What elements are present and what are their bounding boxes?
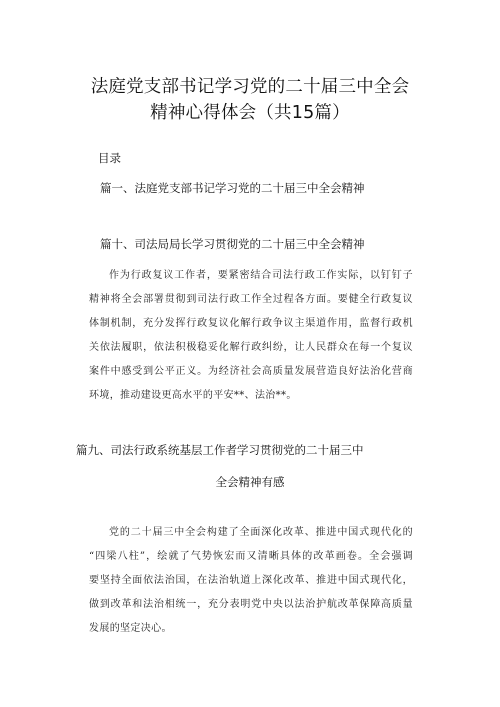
section-nine-paragraph <box>89 521 413 641</box>
paragraph-line: 案件中感受到公平正义。为经济社会高质量发展营造良好法治化营商 <box>89 366 413 377</box>
paragraph-line: 关依法履职，依法积极稳妥化解行政纠纷，让人民群众在每一个复议 <box>89 342 413 353</box>
section-ten-heading: 篇十、司法局局长学习贯彻党的二十届三中全会精神 <box>100 237 365 251</box>
paragraph-line: 环境，推动建设更高水平的平安**、法治**。 <box>89 390 297 401</box>
paragraph-line: 精神将全会部署贯彻到司法行政工作全过程各方面。要健全行政复议 <box>89 294 413 305</box>
section-nine-heading-line-1: 篇九、司法行政系统基层工作者学习贯彻党的二十届三中 <box>76 443 364 457</box>
section-nine-heading-line-2: 全会精神有感 <box>215 475 285 489</box>
paragraph-line: 做到改革和法治相统一，充分表明党中央以法治护航改革保障高质量 <box>89 599 413 610</box>
paragraph-line: 要坚持全面依法治国，在法治轨道上深化改革、推进中国式现代化， <box>89 575 413 586</box>
toc-item-1: 篇一、法庭党支部书记学习党的二十届三中全会精神 <box>100 181 365 195</box>
document-title-line-1: 法庭党支部书记学习党的二十届三中全会 <box>90 77 410 97</box>
paragraph-line: 党的二十届三中全会构建了全面深化改革、推进中国式现代化的 <box>109 527 413 538</box>
paragraph-line: “四梁八柱”，绘就了气势恢宏而又清晰具体的改革画卷。全会强调 <box>89 551 413 562</box>
paragraph-line: 发展的坚定决心。 <box>89 623 172 634</box>
section-ten-paragraph <box>89 264 413 408</box>
paragraph-line: 体制机制，充分发挥行政复议化解行政争议主渠道作用，监督行政机 <box>89 318 413 329</box>
paragraph-line: 作为行政复议工作者，要紧密结合司法行政工作实际，以钉钉子 <box>109 270 413 281</box>
document-title-line-2: 精神心得体会（共15篇） <box>150 103 350 123</box>
toc-label: 目录 <box>98 151 121 165</box>
